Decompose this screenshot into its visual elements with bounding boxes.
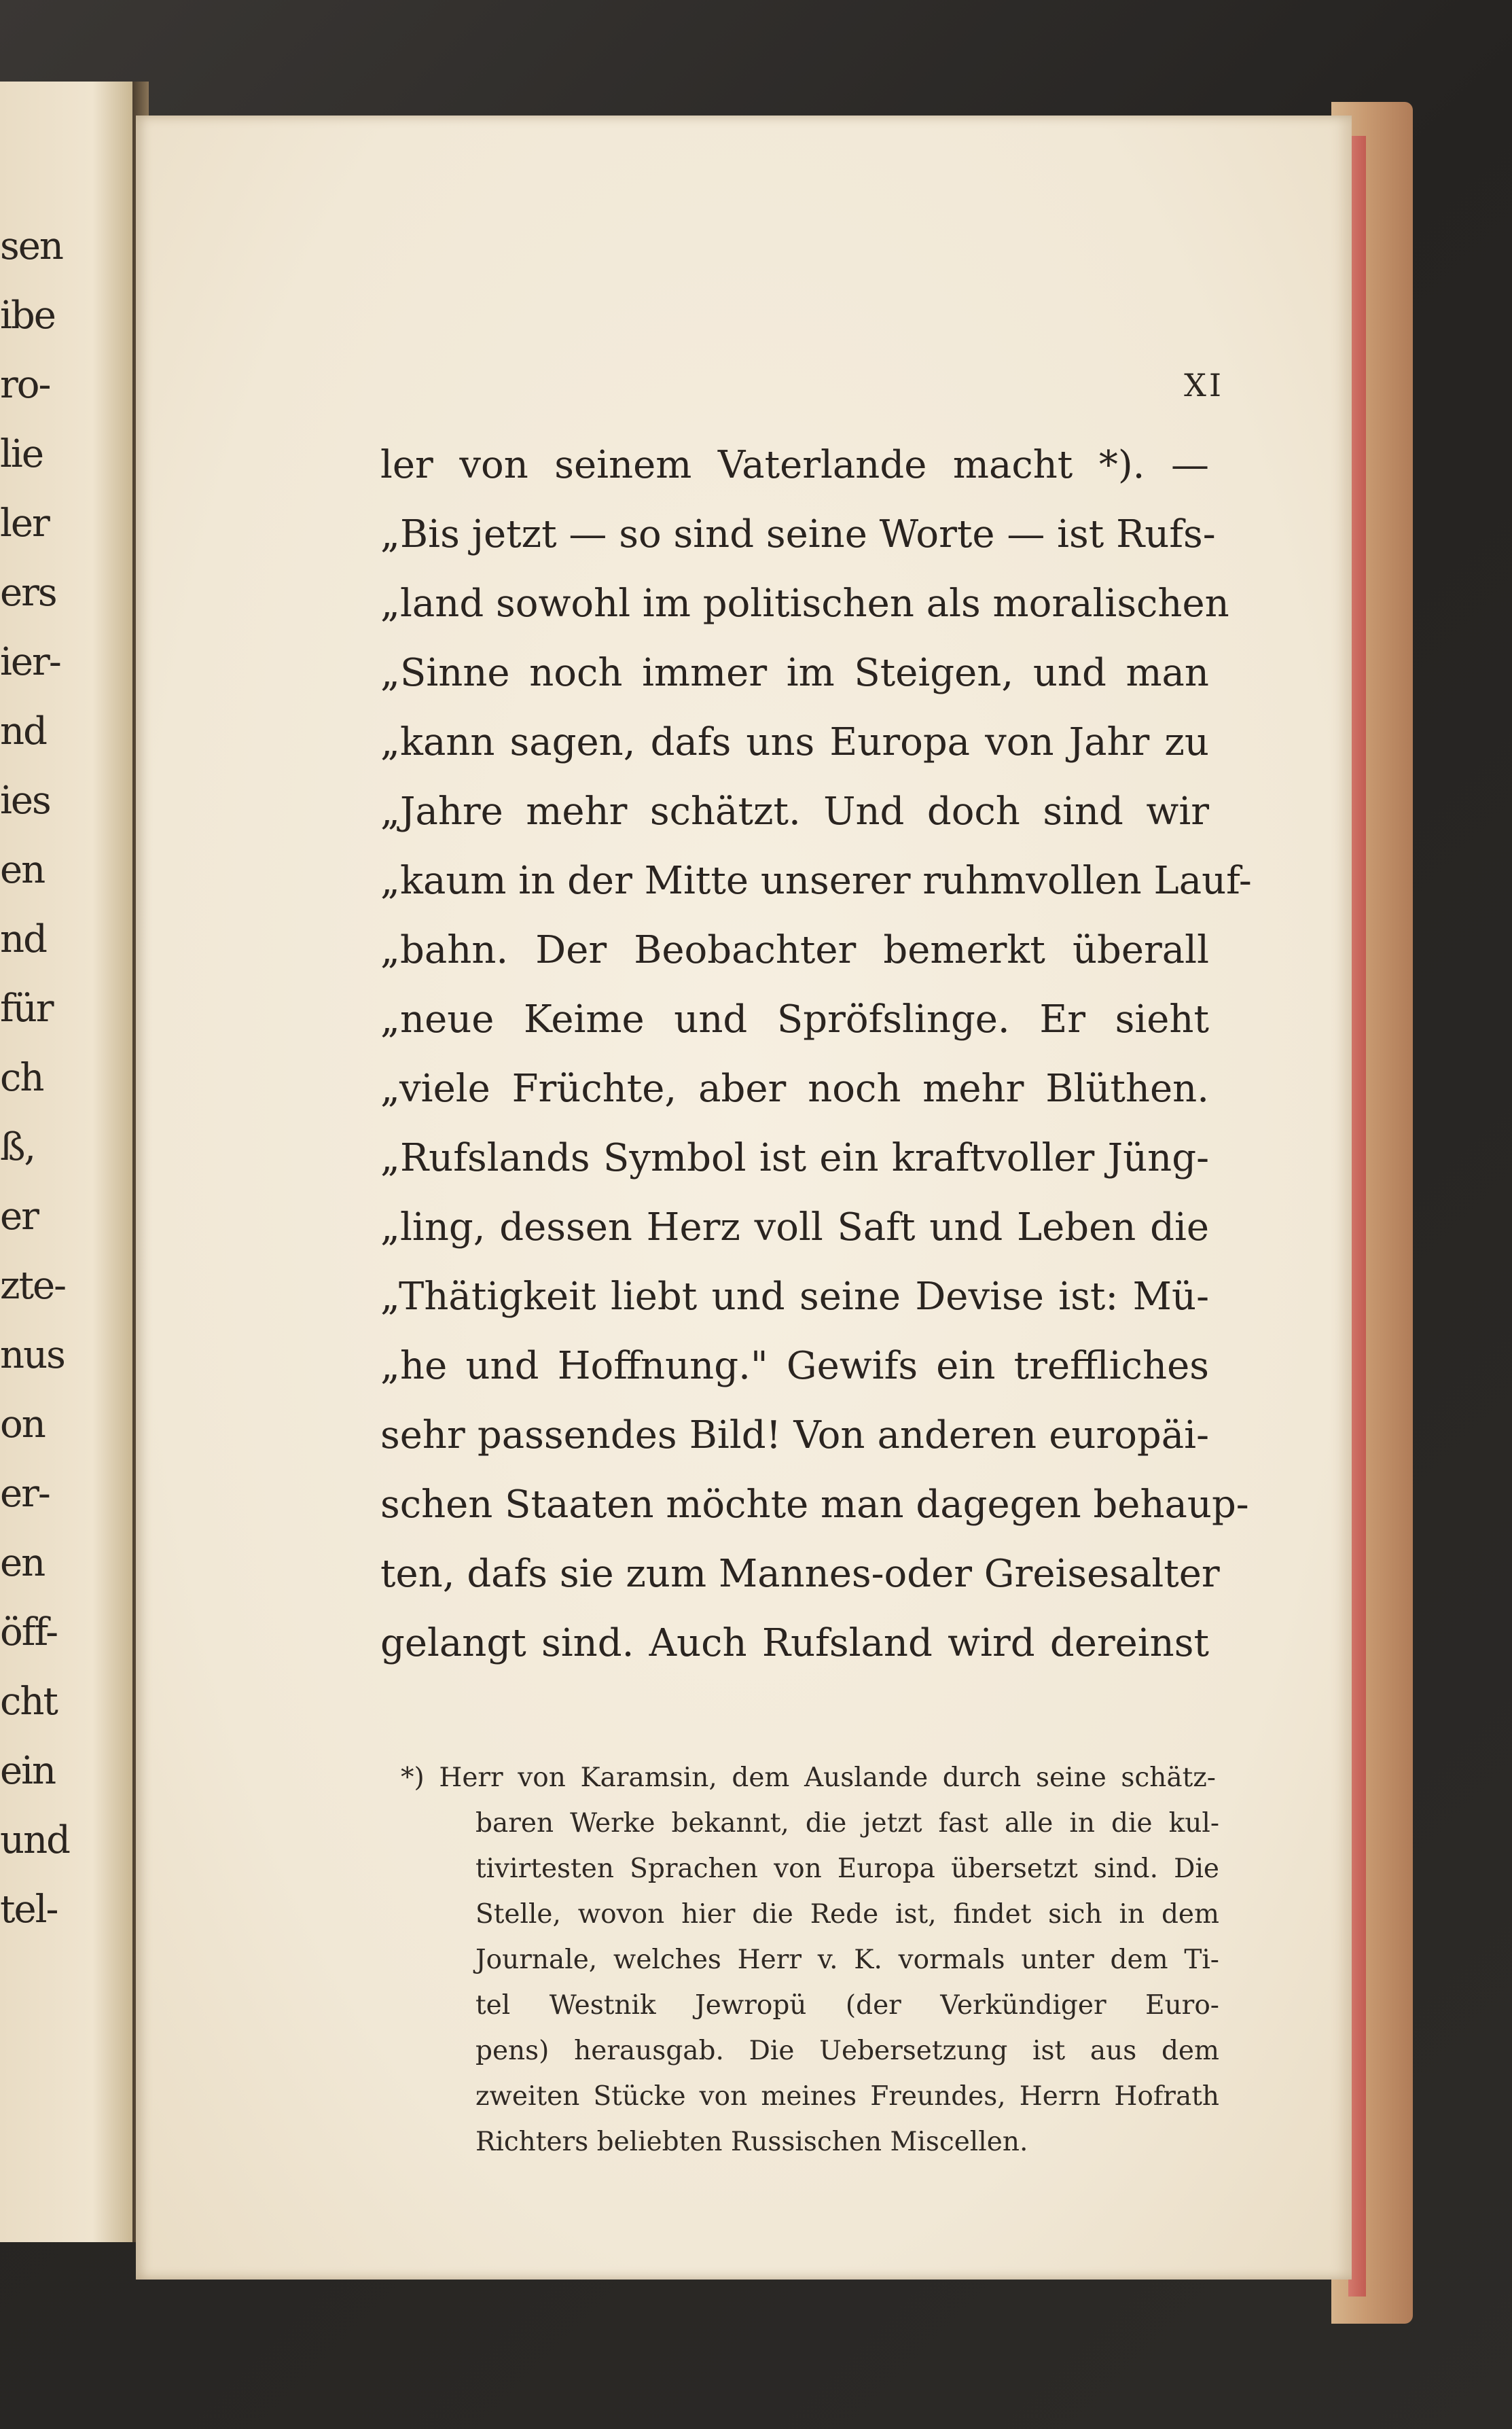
footnote-line bbox=[401, 1756, 1216, 1800]
facing-page-fragment: cht bbox=[0, 1680, 57, 1724]
book-page bbox=[136, 116, 1352, 2280]
body-line: „land sowohl im politischen als moralischen bbox=[380, 582, 1229, 626]
body-line: ler von seinem Vaterlande macht *). — bbox=[380, 443, 1209, 487]
facing-page-fragment: en bbox=[0, 848, 45, 892]
facing-page-fragment: lie bbox=[0, 432, 43, 476]
body-line: „viele Früchte, aber noch mehr Blüthen. bbox=[380, 1067, 1209, 1111]
body-line: „Jahre mehr schätzt. Und doch sind wir bbox=[380, 790, 1209, 834]
facing-page-fragment: er bbox=[0, 1194, 38, 1239]
facing-page-fragment: ler bbox=[0, 501, 49, 546]
body-line: „he und Hoffnung." Gewifs ein treffliches bbox=[380, 1344, 1209, 1388]
body-line: ten, dafs sie zum Mannes-oder Greisesalter bbox=[380, 1552, 1220, 1596]
facing-page-fragment: ß, bbox=[0, 1125, 35, 1169]
body-line: „ling, dessen Herz voll Saft und Leben die bbox=[380, 1205, 1209, 1249]
facing-page-fragment: und bbox=[0, 1818, 69, 1862]
body-line: gelangt sind. Auch Rufsland wird dereinst bbox=[380, 1621, 1209, 1665]
body-line: „kaum in der Mitte unserer ruhmvollen Lauf- bbox=[380, 859, 1252, 903]
facing-page-fragment: öff- bbox=[0, 1610, 58, 1654]
body-line: „Sinne noch immer im Steigen, und man bbox=[380, 651, 1209, 695]
facing-page-fragment: ein bbox=[0, 1749, 56, 1793]
facing-page-fragment: en bbox=[0, 1541, 45, 1585]
body-line: „Rufslands Symbol ist ein kraftvoller Jüng- bbox=[380, 1136, 1209, 1180]
facing-page-fragment: ier- bbox=[0, 640, 60, 684]
body-line: „neue Keime und Spröfslinge. Er sieht bbox=[380, 997, 1209, 1042]
footnote-line: Stelle, wovon hier die Rede ist, findet sich in dem bbox=[475, 1899, 1219, 1930]
facing-page-fragment: ies bbox=[0, 779, 50, 823]
facing-page-fragment: ers bbox=[0, 571, 56, 615]
body-line: „Thätigkeit liebt und seine Devise ist: Mü- bbox=[380, 1275, 1209, 1319]
page-number: XI bbox=[1184, 367, 1224, 404]
facing-page-fragment: nd bbox=[0, 709, 46, 753]
footnote-line: Richters beliebten Russischen Miscellen. bbox=[475, 2127, 1028, 2157]
facing-page-fragment: ibe bbox=[0, 294, 55, 338]
facing-page-fragment: für bbox=[0, 987, 53, 1031]
body-line: sehr passendes Bild! Von anderen europäi- bbox=[380, 1413, 1209, 1457]
facing-page-fragment: ro- bbox=[0, 363, 50, 407]
footnote-line: baren Werke bekannt, die jetzt fast alle in die kul- bbox=[475, 1808, 1219, 1839]
footnote-line: zweiten Stücke von meines Freundes, Herrn Hofrath bbox=[475, 2081, 1219, 2112]
facing-page-fragment: ch bbox=[0, 1056, 43, 1100]
facing-page-fragment: zte- bbox=[0, 1264, 66, 1308]
facing-page-fragment: on bbox=[0, 1402, 45, 1447]
body-line: „Bis jetzt — so sind seine Worte — ist Rufs- bbox=[380, 512, 1216, 556]
footnote-text: Herr von Karamsin, dem Auslande durch seine schätz- bbox=[439, 1762, 1216, 1793]
footnote-line: Journale, welches Herr v. K. vormals unter dem Ti- bbox=[475, 1945, 1219, 1975]
facing-page-fragment: nd bbox=[0, 917, 46, 961]
facing-page-fragment: nus bbox=[0, 1333, 65, 1377]
facing-page-fragment: tel- bbox=[0, 1887, 58, 1932]
footnote-line: tivirtesten Sprachen von Europa übersetzt sind. Die bbox=[475, 1854, 1219, 1884]
footnote-line: pens) herausgab. Die Uebersetzung ist aus dem bbox=[475, 2036, 1219, 2066]
body-line: „bahn. Der Beobachter bemerkt überall bbox=[380, 928, 1209, 972]
footnote-line: tel Westnik Jewropü (der Verkündiger Euro- bbox=[475, 1990, 1219, 2021]
facing-page-fragment: sen bbox=[0, 224, 62, 268]
body-line: schen Staaten möchte man dagegen behaup- bbox=[380, 1483, 1249, 1527]
facing-page-left bbox=[0, 82, 137, 2242]
body-line: „kann sagen, dafs uns Europa von Jahr zu bbox=[380, 720, 1209, 764]
facing-page-fragment: er- bbox=[0, 1472, 50, 1516]
footnote-marker: *) bbox=[401, 1762, 439, 1793]
